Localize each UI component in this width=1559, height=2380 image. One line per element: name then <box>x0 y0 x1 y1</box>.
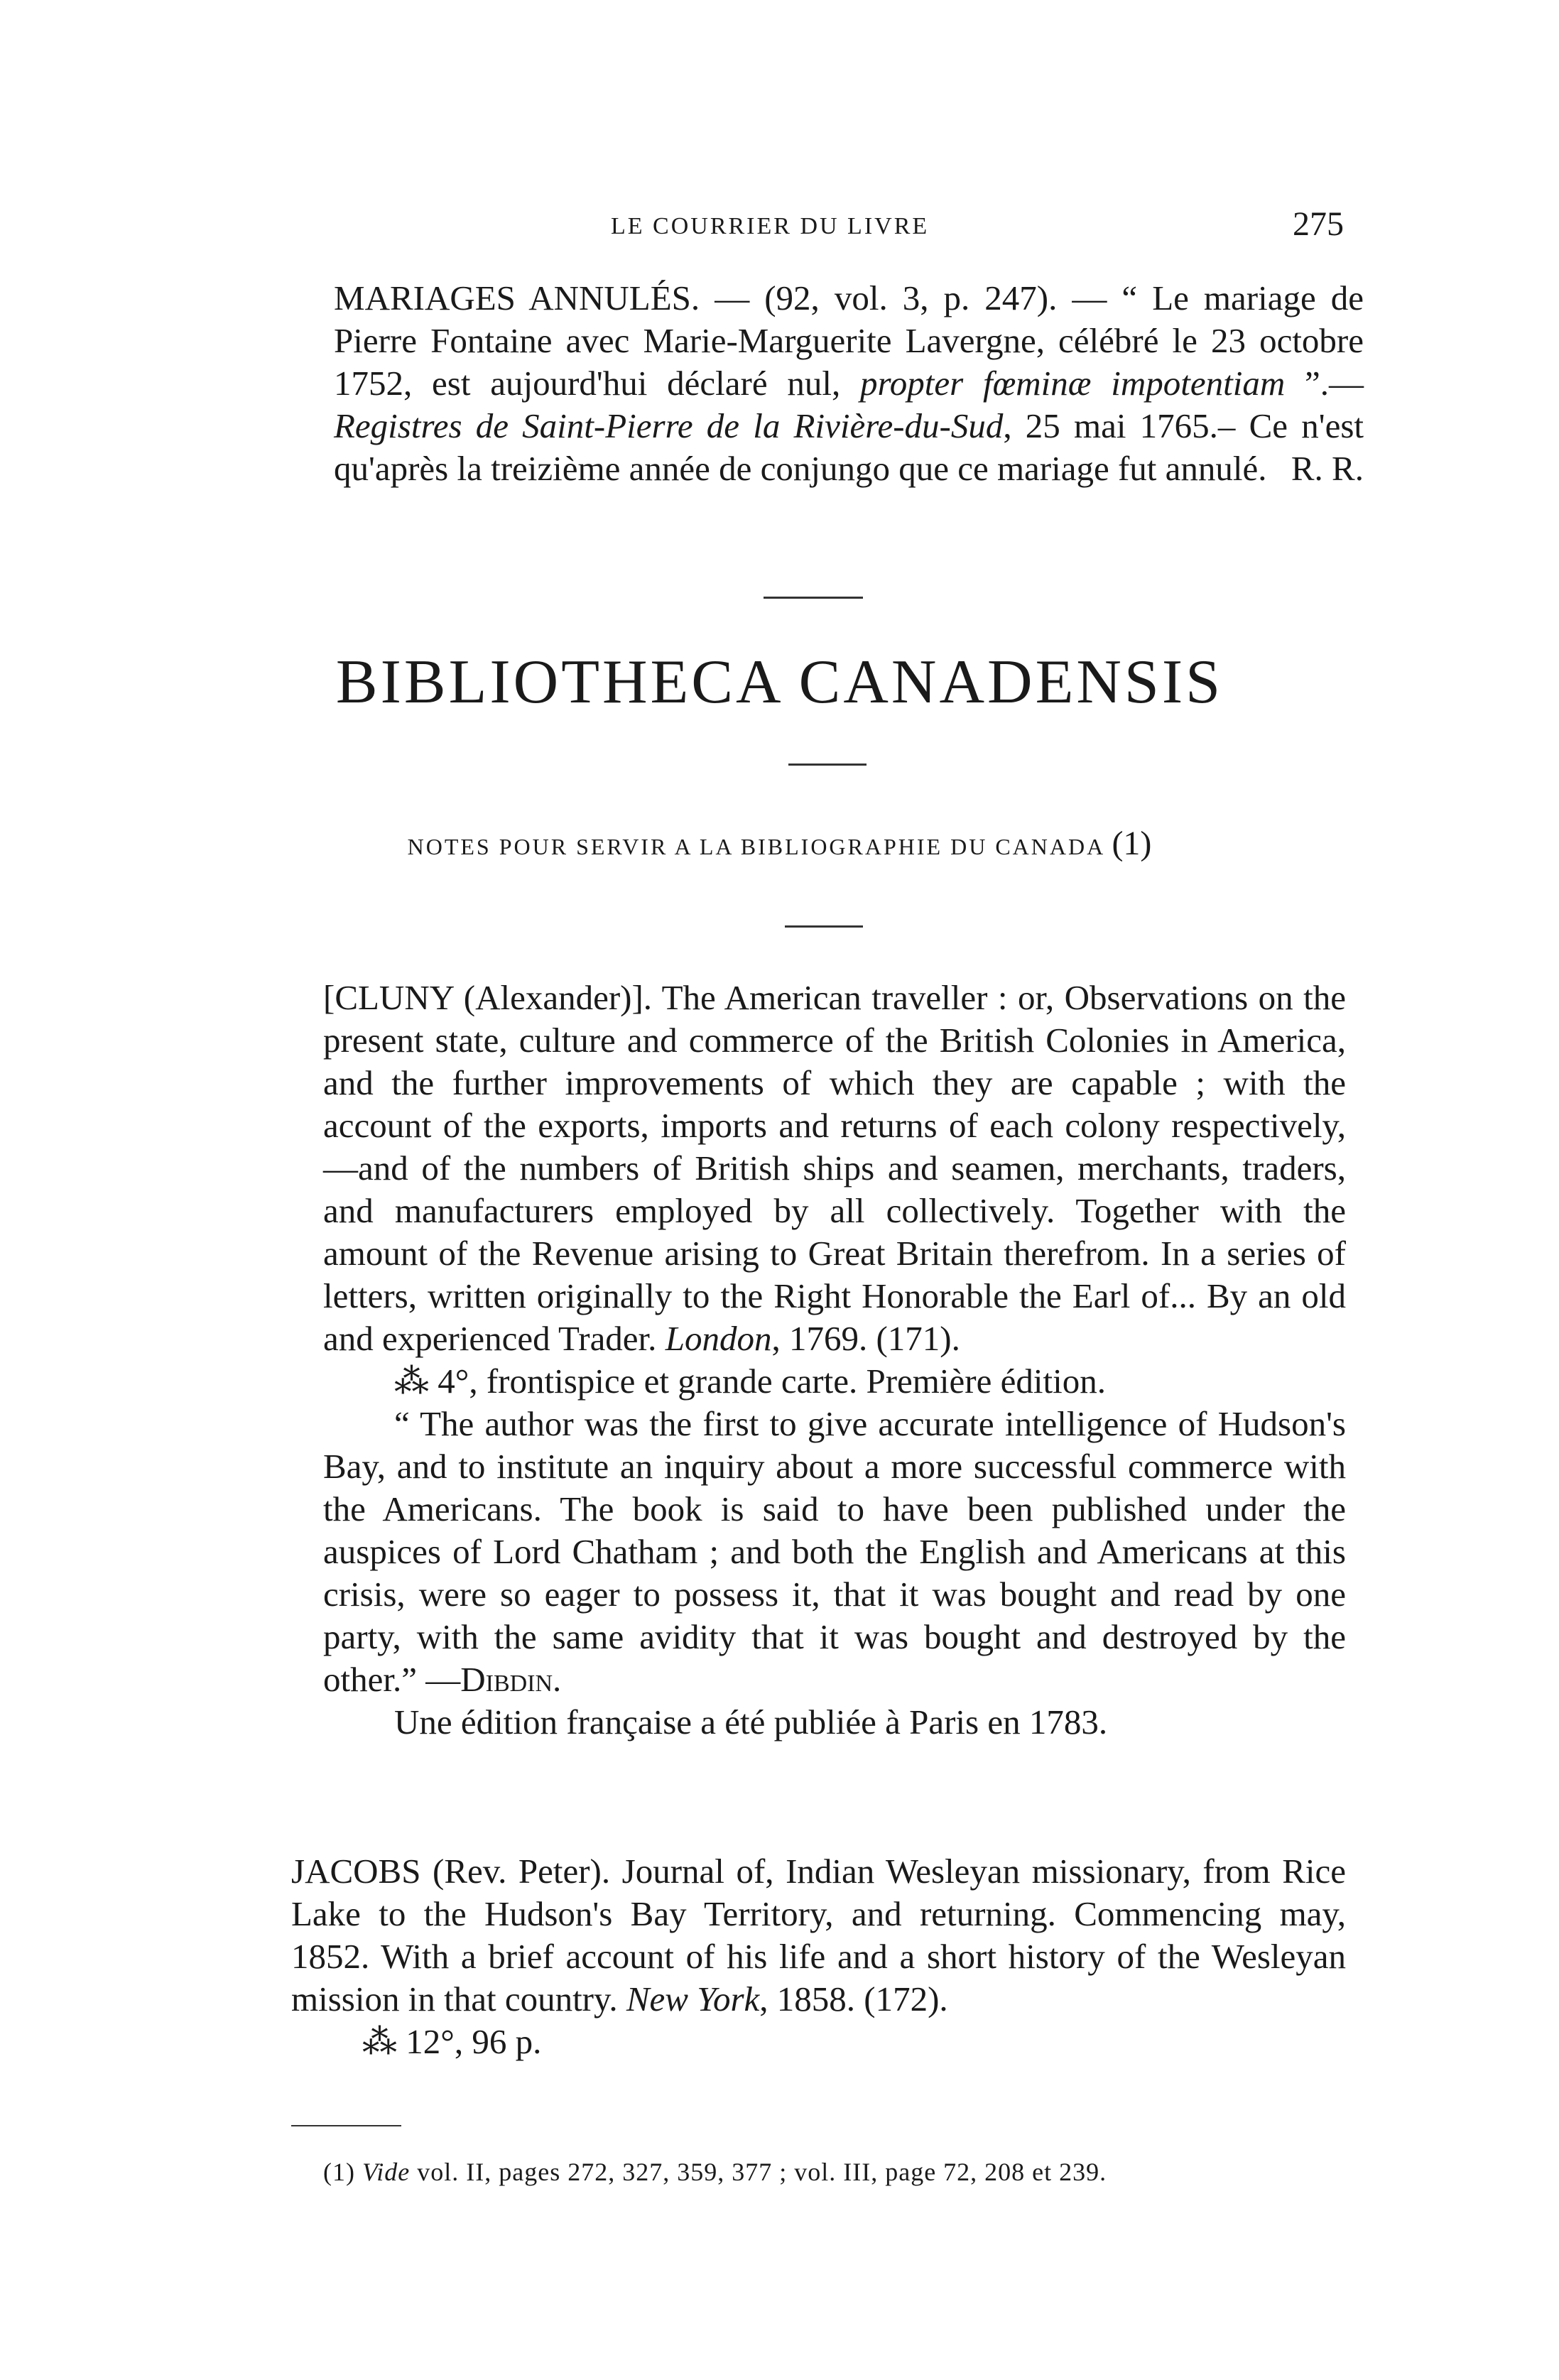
entry-place: London <box>665 1319 772 1358</box>
entry-place: New York <box>626 1979 760 2018</box>
subtitle-text: NOTES POUR SERVIR A LA BIBLIOGRAPHIE DU CANADA <box>407 834 1104 859</box>
entry-date: , 1769. (171). <box>771 1319 960 1358</box>
entry-body: The American traveller : or, Observations on the present state, culture and commerce of the British Colonies in America, and the further improvements of which they are capable ; with the account of the exports, imports and returns of each colony respectively,—and of the numbers of British ships and seamen, merchants, traders, and manufacturers employed by all collectively. Together with the amount of the Revenue arising to Great Britain therefrom. In a series of letters, written originally to the Right Honorable the Earl of... By an old and experienced Trader. <box>323 978 1347 1358</box>
mariages-tail: , 25 mai 1765.– Ce n'est qu'après la treizième année de conjungo que ce mariage fut annulé. <box>334 406 1364 488</box>
mariages-latin: propter fœminæ impotentiam <box>860 364 1286 403</box>
mariages-signature: R. R. <box>1291 449 1364 488</box>
page-number: 275 <box>1293 205 1344 243</box>
mariages-after-latin: ”.— <box>1285 364 1364 403</box>
running-title: LE COURRIER DU LIVRE <box>611 213 930 239</box>
entry-body: Journal of, Indian Wesleyan missionary, from Rice Lake to the Hudson's Bay Territory, and returning. Commencing may, 1852. With a brief account of his life and a short history of the Wesleyan mission in that country. <box>291 1852 1346 2018</box>
subtitle-note-ref: (1) <box>1112 825 1152 862</box>
entry-date: , 1858. (172). <box>759 1979 948 2018</box>
footnote-text: vol. II, pages 272, 327, 359, 377 ; vol. III, page 72, 208 et 239. <box>410 2158 1107 2186</box>
separator-rule-2 <box>788 764 867 766</box>
section-title: BIBLIOTHECA CANADENSIS <box>335 648 1224 717</box>
separator-rule-3 <box>785 925 863 928</box>
entry-french-note: Une édition française a été publiée à Paris en 1783. <box>394 1702 1108 1741</box>
entry-quote: “ The author was the first to give accurate intelligence of Hudson's Bay, and to institute an inquiry about a more successful commerce with the Americans. The book is said to have been published under the auspices of Lord Chatham ; and both the English and Americans at this crisis, were so eager to possess it, that it was bought and read by one party, with the same avidity that it was bought and destroyed by the other.” —Dibdin. <box>323 1404 1346 1699</box>
mariages-source: Registres de Saint-Pierre de la Rivière-du-Sud <box>334 406 1004 445</box>
quote-author: Dibdin. <box>460 1660 562 1699</box>
mariages-text: — (92, vol. 3, p. 247). — “ Le mariage de Pierre Fontaine avec Marie-Marguerite Lavergne, célébré le 23 octobre 1752, est aujourd'hui déclaré nul, <box>334 278 1364 403</box>
footnote-marker: (1) <box>323 2158 355 2186</box>
entry-format: ⁂ 12°, 96 p. <box>362 2022 542 2061</box>
footnote-vide: Vide <box>362 2158 411 2186</box>
separator-rule-1 <box>764 597 863 599</box>
footnote <box>323 2157 1107 2187</box>
mariages-paragraph <box>334 277 1364 490</box>
section-subtitle <box>0 824 1559 863</box>
entry-format: ⁂ 4°, frontispice et grande carte. Première édition. <box>394 1362 1106 1401</box>
mariages-heading: MARIAGES ANNULÉS. <box>334 278 700 317</box>
bibliography-entry-jacobs <box>291 1850 1346 2063</box>
entry-head: [CLUNY (Alexander)]. <box>323 978 653 1017</box>
bibliography-entry-cluny <box>323 977 1346 1744</box>
footnote-rule <box>291 2125 401 2126</box>
entry-head: JACOBS (Rev. Peter). <box>291 1852 611 1891</box>
